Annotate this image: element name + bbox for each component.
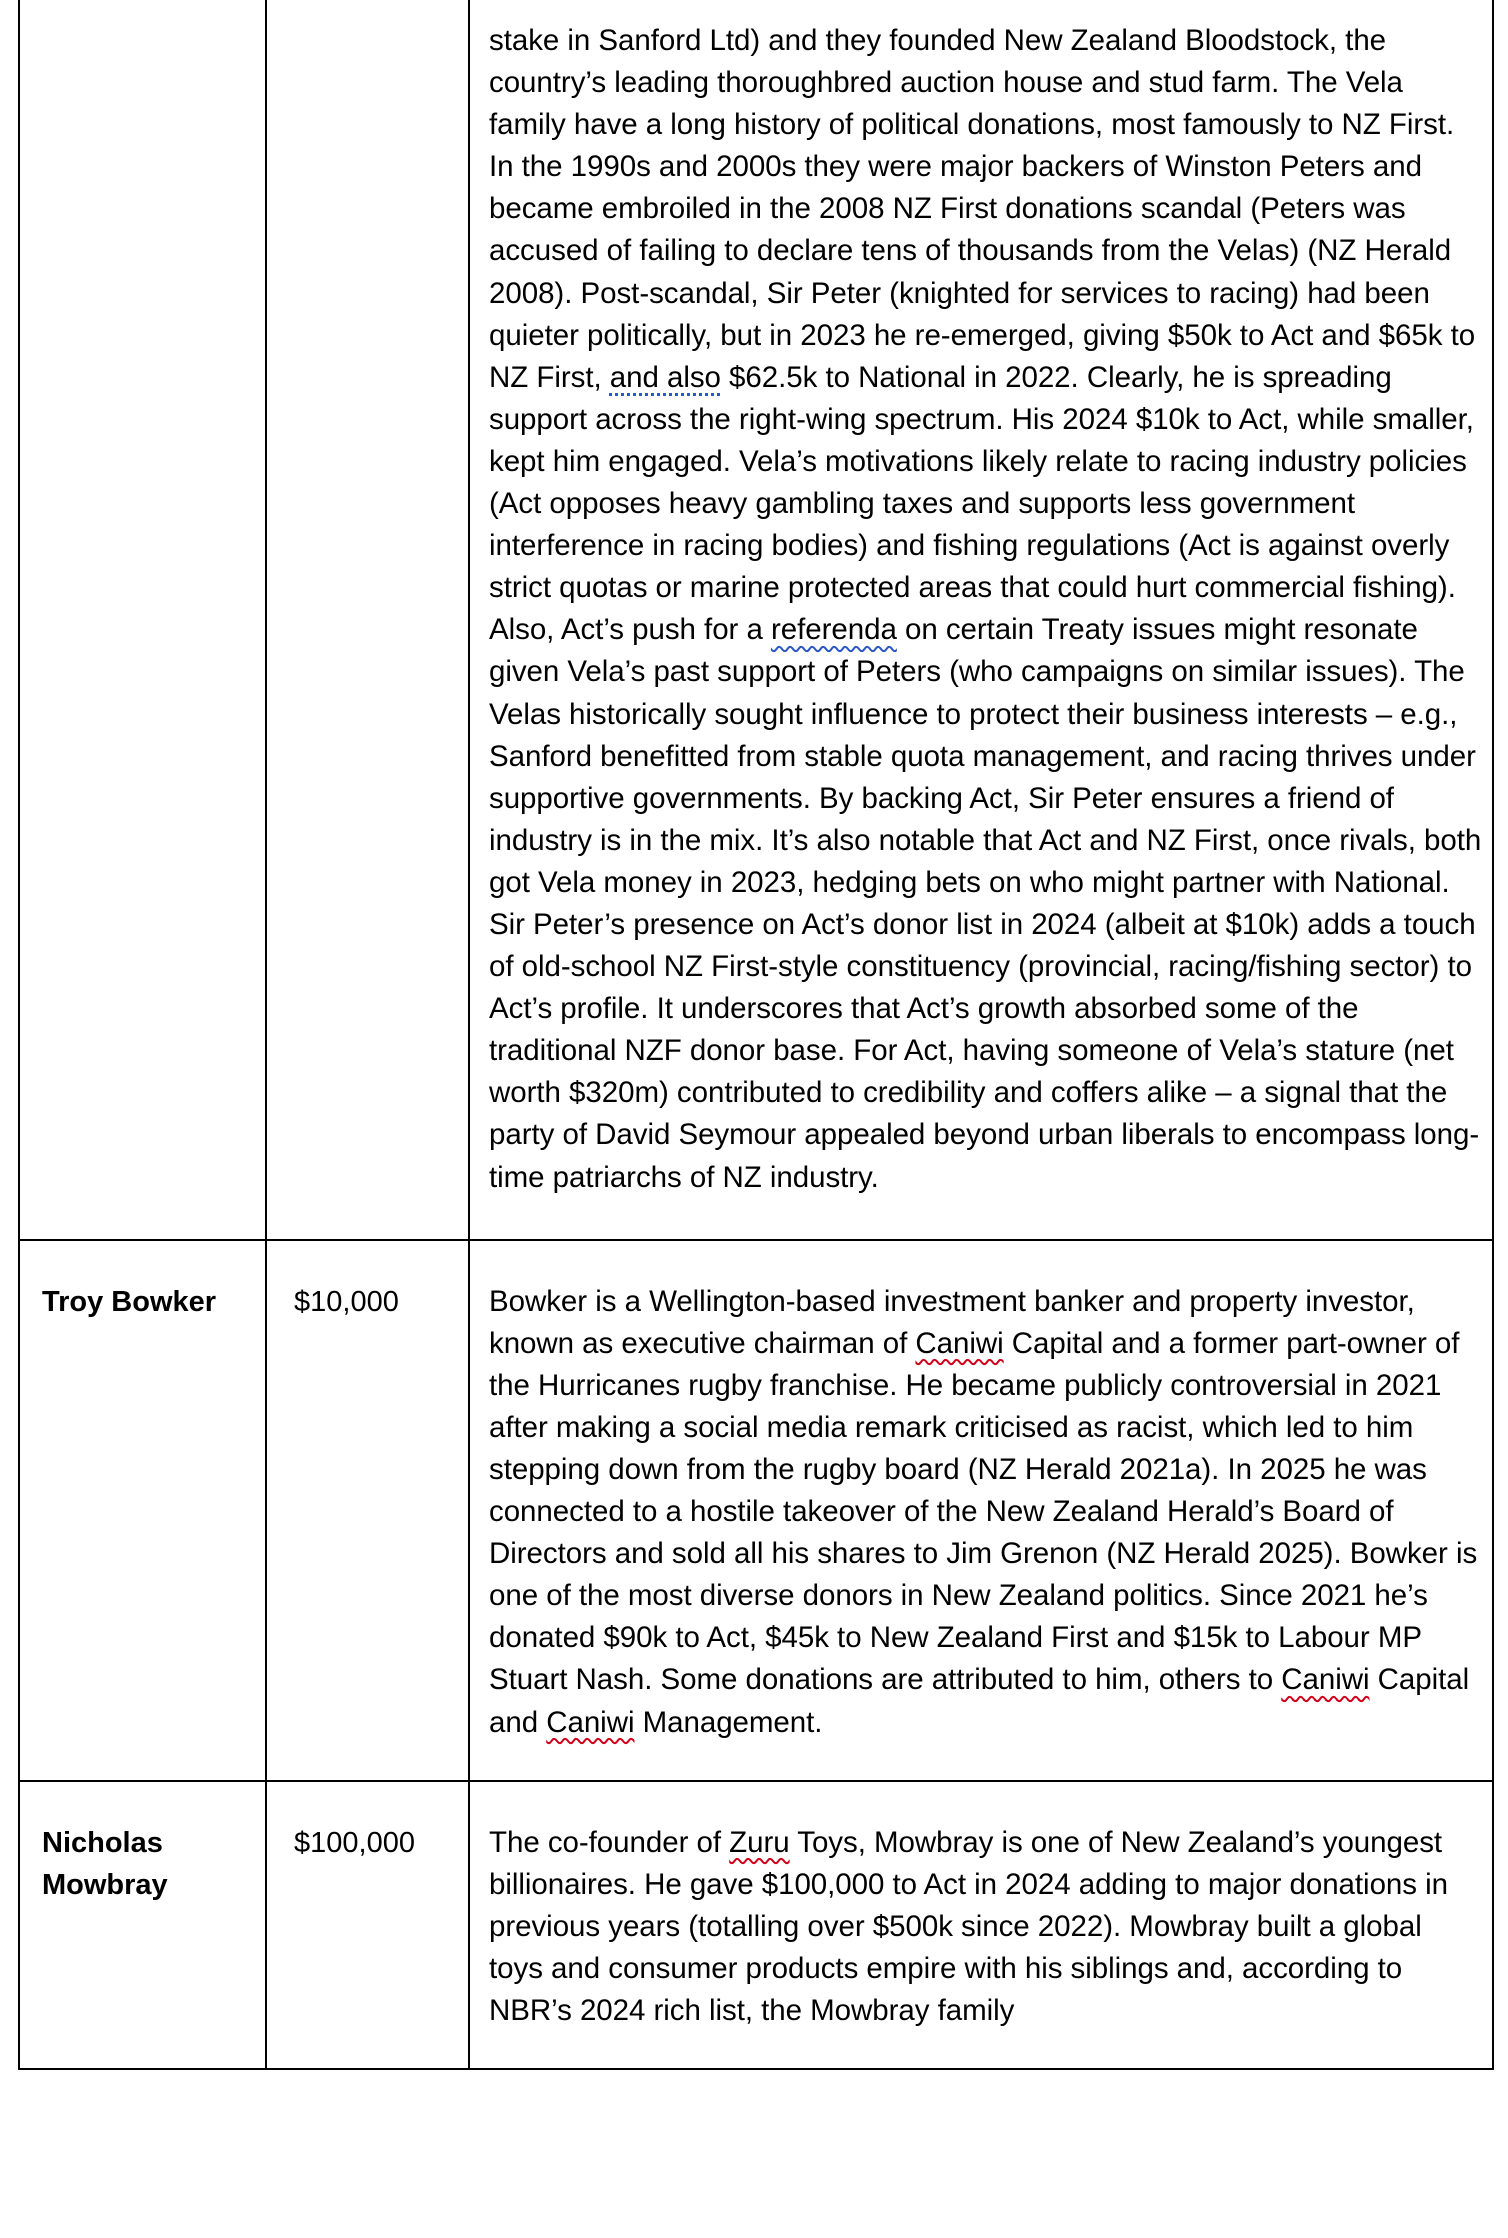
flagged-word: Caniwi [546, 1705, 635, 1739]
donor-description-cell [469, 0, 1493, 1240]
donor-description [470, 1782, 1492, 2068]
text-run: Capital and a former part-owner of the Hurricanes rugby franchise. He became publicly controversial in 2021 after making a social media remark criticised as racist, which led to him stepping down from the rugby board (NZ Herald 2021a). In 2025 he was connected to a hostile takeover of the New Zealand Herald’s Board of Directors and sold all his shares to Jim Grenon (NZ Herald 2025). Bowker is one of the most diverse donors in New Zealand politics. Since 2021 he’s donated $90k to Act, $45k to New Zealand First and $15k to Labour MP Stuart Nash. Some donations are attributed to him, others to [489, 1326, 1478, 1697]
donor-name-cell [19, 1781, 266, 2069]
text-run: Capital and [489, 1663, 1470, 1739]
table-row [19, 0, 1493, 1240]
donation-amount [267, 0, 468, 20]
donor-description [470, 1241, 1492, 1780]
donation-amount-cell [266, 0, 469, 1240]
flagged-word: Caniwi [915, 1326, 1004, 1360]
table-row [19, 1781, 1493, 2069]
text-run: $62.5k to National in 2022. Clearly, he is spreading support across the right-wing spectrum. His 2024 $10k to Act, while smaller, kept him engaged. Vela’s motivations likely relate to racing industry policies (Act opposes heavy gambling taxes and supports less government interference in racing bodies) and fishing regulations (Act is against overly strict quotas or marine protected areas that could hurt commercial fishing). Also, Act’s push for a [489, 360, 1474, 647]
donor-name: Nicholas Mowbray [42, 1826, 168, 1901]
donor-description [470, 0, 1492, 1239]
flagged-word: and also [609, 360, 721, 394]
donation-amount-cell [266, 1240, 469, 1781]
text-run: Toys, Mowbray is one of New Zealand’s youngest billionaires. He gave $100,000 to Act in 2024 adding to major donations in previous years (totalling over $500k since 2022). Mowbray built a global toys and consumer products empire with his siblings and, according to NBR’s 2024 rich list, the Mowbray family [489, 1825, 1448, 2028]
donor-name-cell [19, 0, 266, 1240]
text-run: stake in Sanford Ltd) and they founded New Zealand Bloodstock, the country’s leading thoroughbred auction house and stud farm. The Vela family have a long history of political donations, most famously to NZ First. In the 1990s and 2000s they were major backers of Winston Peters and became embroiled in the 2008 NZ First donations scandal (Peters was accused of failing to declare tens of thousands from the Velas) (NZ Herald 2008). Post-scandal, Sir Peter (knighted for services to racing) had been quieter politically, but in 2023 he re-emerged, giving $50k to Act and $65k to NZ First, [489, 24, 1476, 394]
text-run: Management. [634, 1705, 823, 1739]
text-run: The co-founder of [489, 1825, 730, 1859]
donor-description-cell [469, 1240, 1493, 1781]
donation-amount: $100,000 [294, 1826, 415, 1859]
donor-name: Troy Bowker [42, 1285, 217, 1318]
donation-amount-cell [266, 1781, 469, 2069]
flagged-word: Caniwi [1281, 1663, 1370, 1697]
donation-amount: $10,000 [294, 1285, 399, 1318]
donor-description-cell [469, 1781, 1493, 2069]
text-run: on certain Treaty issues might resonate given Vela’s past support of Peters (who campaigns on similar issues). The Velas historically sought influence to protect their business interests – e.g., Sanford benefitted from stable quota management, and racing thrives under supportive governments. By backing Act, Sir Peter ensures a friend of industry is in the mix. It’s also notable that Act and NZ First, once rivals, both got Vela money in 2023, hedging bets on who might partner with National. Sir Peter’s presence on Act’s donor list in 2024 (albeit at $10k) adds a touch of old-school NZ First-style constituency (provincial, racing/fishing sector) to Act’s profile. It underscores that Act’s growth absorbed some of the traditional NZF donor base. For Act, having someone of Vela’s stature (net worth $320m) contributed to credibility and coffers alike – a signal that the party of David Seymour appealed beyond urban liberals to encompass long-time patriarchs of NZ industry. [489, 613, 1482, 1194]
donor-name-cell [19, 1240, 266, 1781]
table-row [19, 1240, 1493, 1781]
flagged-word: referenda [770, 613, 897, 647]
flagged-word: Zuru [729, 1825, 790, 1859]
text-run: Bowker is a Wellington-based investment banker and property investor, known as executive chairman of [489, 1284, 1415, 1360]
donor-table [18, 0, 1494, 2070]
donor-name [20, 0, 265, 20]
